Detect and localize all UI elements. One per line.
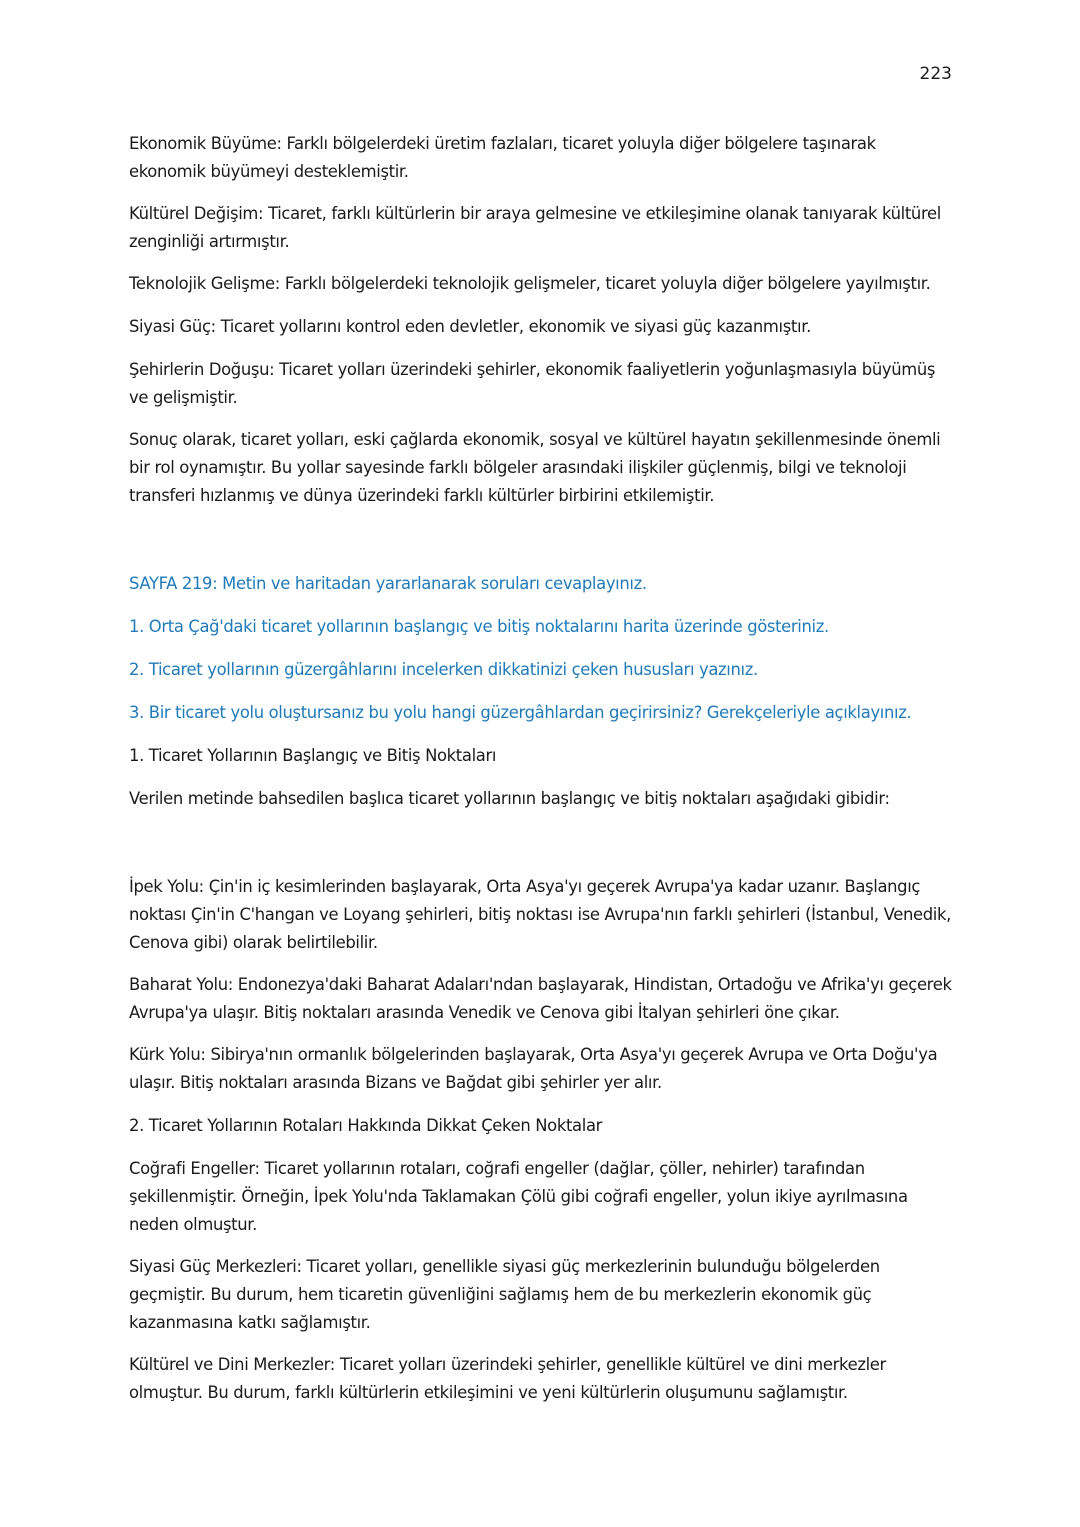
question-2: 2. Ticaret yollarının güzergâhlarını incelerken dikkatinizi çeken hususları yazınız.: [129, 660, 758, 679]
question-1: 1. Orta Çağ'daki ticaret yollarının başlangıç ve bitiş noktalarını harita üzerinde gösteriniz.: [129, 617, 829, 636]
route-spice-road: Baharat Yolu: Endonezya'daki Baharat Adaları'ndan başlayarak, Hindistan, Ortadoğu ve Afrika'yı geçerek Avrupa'ya ulaşır. Bitiş noktaları arasında Venedik ve Cenova gibi İtalyan şehirleri öne çıkar.: [129, 975, 952, 1022]
paragraph-technological-development: Teknolojik Gelişme: Farklı bölgelerdeki teknolojik gelişmeler, ticaret yoluyla diğer bölgelere yayılmıştır.: [129, 274, 931, 293]
paragraph-rise-of-cities: Şehirlerin Doğuşu: Ticaret yolları üzerindeki şehirler, ekonomik faaliyetlerin yoğunlaşmasıyla büyümüş ve gelişmiştir.: [129, 360, 936, 407]
point-geographic-barriers: Coğrafi Engeller: Ticaret yollarının rotaları, coğrafi engeller (dağlar, çöller, nehirler) tarafından şekillenmiştir. Örneğin, İpek Yolu'nda Taklamakan Çölü gibi coğrafi engeller, yolun ikiye ayrılmasına neden olmuştur.: [129, 1159, 908, 1234]
route-fur-road: Kürk Yolu: Sibirya'nın ormanlık bölgelerinden başlayarak, Orta Asya'yı geçerek Avrupa ve Orta Doğu'ya ulaşır. Bitiş noktaları arasında Bizans ve Bağdat gibi şehirler yer alır.: [129, 1045, 938, 1092]
point-political-centers: Siyasi Güç Merkezleri: Ticaret yolları, genellikle siyasi güç merkezlerinin bulunduğu bölgelerden geçmiştir. Bu durum, hem ticaretin güvenliğini sağlamış hem de bu merkezlerin ekonomik güç kazanmasına katkı sağlamıştır.: [129, 1257, 880, 1332]
answer-1-intro: Verilen metinde bahsedilen başlıca ticaret yollarının başlangıç ve bitiş noktaları aşağıdaki gibidir:: [129, 789, 890, 808]
paragraph-conclusion: Sonuç olarak, ticaret yolları, eski çağlarda ekonomik, sosyal ve kültürel hayatın şekillenmesinde önemli bir rol oynamıştır. Bu yollar sayesinde farklı bölgeler arasındaki ilişkiler güçlenmiş, bilgi ve teknoloji transferi hızlanmış ve dünya üzerindeki farklı kültürler birbirini etkilemiştir.: [129, 430, 941, 505]
page-number: 223: [919, 64, 952, 84]
question-3: 3. Bir ticaret yolu oluştursanız bu yolu hangi güzergâhlardan geçirirsiniz? Gerekçeleriyle açıklayınız.: [129, 703, 912, 722]
page-content: [129, 130, 954, 1407]
point-cultural-religious-centers: Kültürel ve Dini Merkezler: Ticaret yolları üzerindeki şehirler, genellikle kültürel ve dini merkezler olmuştur. Bu durum, farklı kültürlerin etkileşimini ve yeni kültürlerin oluşumunu sağlamıştır.: [129, 1355, 886, 1402]
paragraph-economic-growth: Ekonomik Büyüme: Farklı bölgelerdeki üretim fazlaları, ticaret yoluyla diğer bölgelere taşınarak ekonomik büyümeyi desteklemiştir.: [129, 134, 876, 181]
answer-2-title: 2. Ticaret Yollarının Rotaları Hakkında Dikkat Çeken Noktalar: [129, 1116, 603, 1135]
assignment-heading: SAYFA 219: Metin ve haritadan yararlanarak soruları cevaplayınız.: [129, 574, 647, 593]
route-silk-road: İpek Yolu: Çin'in iç kesimlerinden başlayarak, Orta Asya'yı geçerek Avrupa'ya kadar uzanır. Başlangıç noktası Çin'in C'hangan ve Loyang şehirleri, bitiş noktası ise Avrupa'nın farklı şehirleri (İstanbul, Venedik, Cenova gibi) olarak belirtilebilir.: [129, 877, 951, 952]
paragraph-cultural-change: Kültürel Değişim: Ticaret, farklı kültürlerin bir araya gelmesine ve etkileşimine olanak tanıyarak kültürel zenginliği artırmıştır.: [129, 204, 941, 251]
answer-1-title: 1. Ticaret Yollarının Başlangıç ve Bitiş Noktaları: [129, 746, 497, 765]
paragraph-political-power: Siyasi Güç: Ticaret yollarını kontrol eden devletler, ekonomik ve siyasi güç kazanmıştır.: [129, 317, 811, 336]
